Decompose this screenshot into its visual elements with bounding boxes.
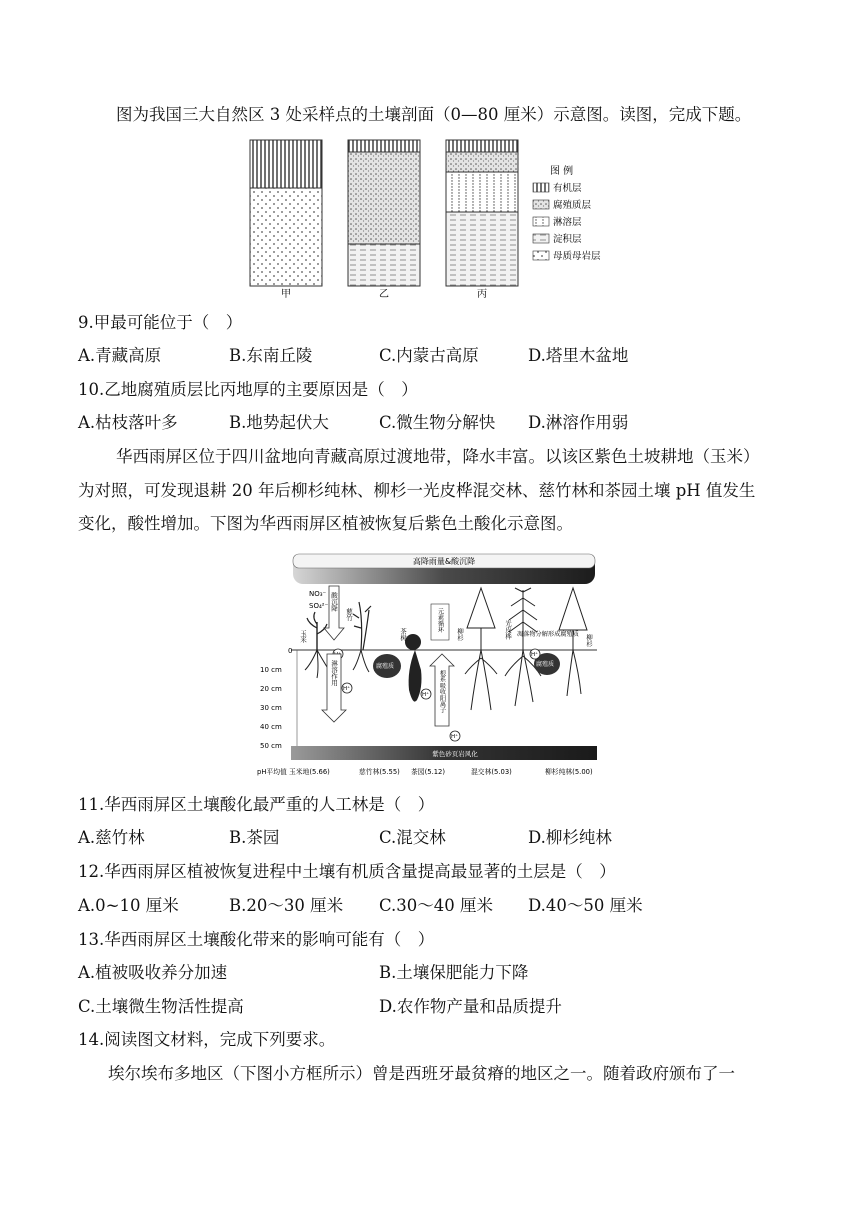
q9-stem: 9.甲最可能位于（ ）	[78, 313, 243, 332]
depth-20: 20 cm	[260, 685, 282, 693]
q11-option-c[interactable]: C.混交林	[379, 828, 446, 847]
column-label-jia: 甲	[281, 289, 291, 300]
profile-bing-deposit	[446, 212, 518, 286]
q10-option-b[interactable]: B.地势起伏大	[229, 413, 329, 432]
cloud-label: 高降雨量&酸沉降	[412, 557, 476, 566]
legend-parent: 母质母岩层	[553, 251, 601, 262]
q13-option-c[interactable]: C.土壤微生物活性提高	[78, 997, 244, 1016]
q10-option-d[interactable]: D.淋溶作用弱	[528, 413, 629, 432]
q9-option-a[interactable]: A.青藏高原	[78, 346, 162, 365]
column-label-bing: 丙	[477, 289, 487, 300]
q13-option-b[interactable]: B.土壤保肥能力下降	[379, 963, 529, 982]
q14-paragraph: 埃尔埃布多地区（下图小方框所示）曾是西班牙最贫瘠的地区之一。随着政府颁布了一	[108, 1064, 735, 1083]
litter-label: 凋落物分解形成腐殖质	[517, 631, 579, 638]
depth-0: 0	[288, 647, 293, 655]
ph-caption-tea: 茶园(5.12)	[411, 768, 446, 776]
svg-text:H⁺: H⁺	[343, 686, 351, 692]
legend-organic: 有机层	[553, 183, 582, 194]
plant-birch	[509, 588, 537, 650]
plant-cedar-2	[559, 588, 587, 650]
legend-title: 图 例	[550, 166, 574, 177]
plant-label-tea: 茶树	[399, 628, 407, 641]
uptake-label: 根系吸收阳离子	[438, 670, 446, 714]
q11-option-d[interactable]: D.柳杉纯林	[528, 828, 612, 847]
profile-yi-humus	[348, 152, 420, 244]
soil-profile-figure	[240, 138, 640, 300]
profile-jia-organic	[250, 140, 322, 188]
bedrock-label: 紫色砂页岩风化	[432, 750, 478, 758]
column-label-yi: 乙	[379, 289, 389, 300]
profile-yi-deposit	[348, 244, 420, 286]
q11-option-b[interactable]: B.茶园	[229, 828, 280, 847]
profile-yi-organic	[348, 140, 420, 152]
ph-caption-corn: pH平均值 玉米地(5.66)	[257, 768, 330, 776]
svg-text:H⁺: H⁺	[531, 652, 539, 658]
q14-stem: 14.阅读图文材料，完成下列要求。	[78, 1030, 336, 1049]
para2-line1: 华西雨屏区位于四川盆地向青藏高原过渡地带，降水丰富。以该区紫色土坡耕地（玉米）	[116, 447, 760, 466]
q13-option-a[interactable]: A.植被吸收养分加速	[78, 963, 228, 982]
depth-40: 40 cm	[260, 723, 282, 731]
q13-option-d[interactable]: D.农作物产量和品质提升	[379, 997, 562, 1016]
depth-10: 10 cm	[260, 666, 282, 674]
intro-text: 图为我国三大自然区 3 处采样点的土壤剖面（0—80 厘米）示意图。读图，完成下题。	[116, 105, 752, 124]
plant-tea	[405, 634, 421, 650]
para2-line2: 为对照，可发现退耕 20 年后柳杉纯林、柳杉一光皮桦混交林、慈竹林和茶园土壤 pH 值发生	[78, 481, 756, 500]
acid-deposit-label: 酸沉降	[330, 592, 338, 612]
legend-leaching: 淋溶层	[553, 217, 582, 228]
profile-bing-humus	[446, 152, 518, 172]
depth-50: 50 cm	[260, 742, 282, 750]
ion-so4: SO₄²⁻	[309, 602, 329, 610]
q13-stem: 13.华西雨屏区土壤酸化带来的影响可能有（ ）	[78, 930, 435, 949]
plant-label-bamboo: 慈竹	[345, 608, 353, 621]
ph-caption-bamboo: 慈竹林(5.55)	[359, 768, 400, 776]
svg-text:腐殖质: 腐殖质	[376, 663, 395, 670]
legend-humus: 腐殖质层	[553, 200, 592, 211]
q11-option-a[interactable]: A.慈竹林	[78, 828, 145, 847]
plant-cedar-1	[467, 588, 495, 650]
profile-jia-parent	[250, 188, 322, 286]
svg-text:腐殖质: 腐殖质	[536, 661, 555, 668]
q10-stem: 10.乙地腐殖质层比丙地厚的主要原因是（ ）	[78, 380, 418, 399]
profile-bing-organic	[446, 140, 518, 152]
svg-text:H⁺: H⁺	[422, 692, 430, 698]
q12-stem: 12.华西雨屏区植被恢复进程中土壤有机质含量提高最显著的土层是（ ）	[78, 862, 616, 881]
legend-deposit: 淀积层	[553, 234, 582, 245]
q10-option-a[interactable]: A.枯枝落叶多	[78, 413, 178, 432]
q9-option-b[interactable]: B.东南丘陵	[229, 346, 313, 365]
q10-option-c[interactable]: C.微生物分解快	[379, 413, 496, 432]
q9-option-d[interactable]: D.塔里木盆地	[528, 346, 629, 365]
q11-stem: 11.华西雨屏区土壤酸化最严重的人工林是（ ）	[78, 795, 435, 814]
leach-label: 淋溶作用	[330, 660, 338, 686]
ph-caption-cedar: 柳杉纯林(5.00)	[545, 768, 593, 776]
plant-bamboo	[353, 602, 371, 650]
plant-label-cedar-1: 柳杉	[456, 628, 464, 641]
ion-no3: NO₃⁻	[309, 590, 327, 598]
q12-option-b[interactable]: B.20～30 厘米	[229, 896, 344, 915]
q9-option-c[interactable]: C.内蒙古高原	[379, 346, 479, 365]
tea-root	[409, 650, 422, 702]
plant-label-cedar-2: 柳杉	[585, 634, 593, 647]
q12-option-d[interactable]: D.40～50 厘米	[528, 896, 643, 915]
plant-label-birch: 光皮桦	[504, 620, 512, 640]
svg-text:H⁺: H⁺	[451, 734, 459, 740]
para2-line3: 变化，酸性增加。下图为华西雨屏区植被恢复后紫色土酸化示意图。	[78, 514, 573, 533]
ph-caption-mixed: 混交林(5.03)	[471, 768, 512, 776]
cycle-label: 元素循环	[436, 608, 444, 633]
plant-label-corn: 玉米	[299, 630, 307, 643]
profile-bing-leach	[446, 172, 518, 212]
q12-option-c[interactable]: C.30～40 厘米	[379, 896, 494, 915]
acidification-figure	[255, 548, 605, 780]
plant-corn	[307, 612, 327, 650]
q12-option-a[interactable]: A.0~10 厘米	[78, 896, 179, 915]
depth-30: 30 cm	[260, 704, 282, 712]
